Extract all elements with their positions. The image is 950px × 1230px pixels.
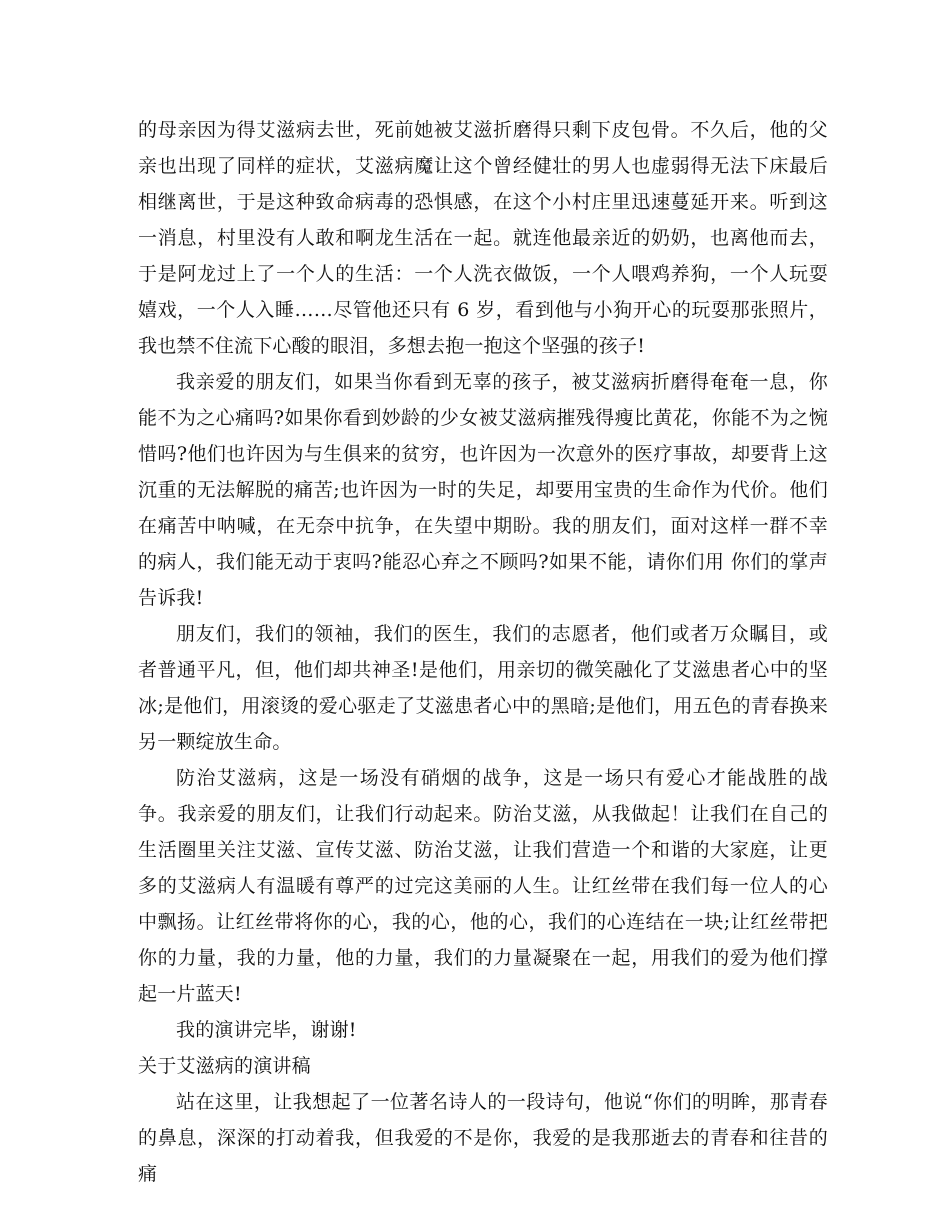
- paragraph-closing: 我的演讲完毕，谢谢!: [176, 1019, 357, 1041]
- paragraph-appeal: 我亲爱的朋友们，如果当你看到无辜的孩子，被艾滋病折磨得奄奄一息，你能不为之心痛吗?如果你看到妙龄的少女被艾滋病摧残得瘦比黄花，你能不为之惋惜吗?他们也许因为与生俱来的贫穷，也许因为一次意外的医疗事故，却要背上这沉重的无法解脱的痛苦;也许因为一时的失足，却要用宝贵的生命作为代价。他们在痛苦中呐喊，在无奈中抗争，在失望中期盼。我的朋友们，面对这样一群不幸的病人，我们能无动于衷吗?能忍心弃之不顾吗?如果不能，请你们用 你们的掌声告诉我!: [138, 371, 828, 609]
- paragraph-call-to-action: 防治艾滋病，这是一场没有硝烟的战争，这是一场只有爱心才能战胜的战争。我亲爱的朋友们，让我们行动起来。防治艾滋，从我做起！让我们在自己的生活圈里关注艾滋、宣传艾滋、防治艾滋，让我们营造一个和谐的大家庭，让更多的艾滋病人有温暖有尊严的过完这美丽的人生。让红丝带在我们每一位人的心中飘扬。让红丝带将你的心，我的心，他的心，我们的心连结在一块;让红丝带把你的力量，我的力量，他的力量，我们的力量凝聚在一起，用我们的爱为他们撑起一片蓝天!: [138, 767, 828, 1005]
- paragraph-mother-death: 的母亲因为得艾滋病去世，死前她被艾滋折磨得只剩下皮包骨。不久后，他的父亲也出现了同样的症状，艾滋病魔让这个曾经健壮的男人也虚弱得无法下床最后相继离世，于是这种致命病毒的恐惧感，在这个小村庄里迅速蔓延开来。听到这一消息，村里没有人敢和啊龙生活在一起。就连他最亲近的奶奶，也离他而去，于是阿龙过上了一个人的生活：一个人洗衣做饭，一个人喂鸡养狗，一个人玩耍嬉戏，一个人入睡……尽管他还只有 6 岁，看到他与小狗开心的玩耍那张照片， 我也禁不住流下心酸的眼泪，多想去抱一抱这个坚强的孩子!: [138, 119, 828, 357]
- section-title: 关于艾滋病的演讲稿: [138, 1055, 311, 1077]
- paragraph-volunteers: 朋友们，我们的领袖，我们的医生，我们的志愿者，他们或者万众瞩目，或者普通平凡，但，他们却共神圣!是他们，用亲切的微笑融化了艾滋患者心中的坚冰;是他们，用滚烫的爱心驱走了艾滋患者心中的黑暗;是他们，用五色的青春换来另一颗绽放生命。: [138, 623, 828, 753]
- paragraph-new-speech: 站在这里，让我想起了一位著名诗人的一段诗句，他说“你们的明眸，那青春的鼻息，深深的打动着我，但我爱的不是你，我爱的是我那逝去的青春和往昔的痛: [138, 1091, 828, 1185]
- document-body: [138, 112, 828, 1192]
